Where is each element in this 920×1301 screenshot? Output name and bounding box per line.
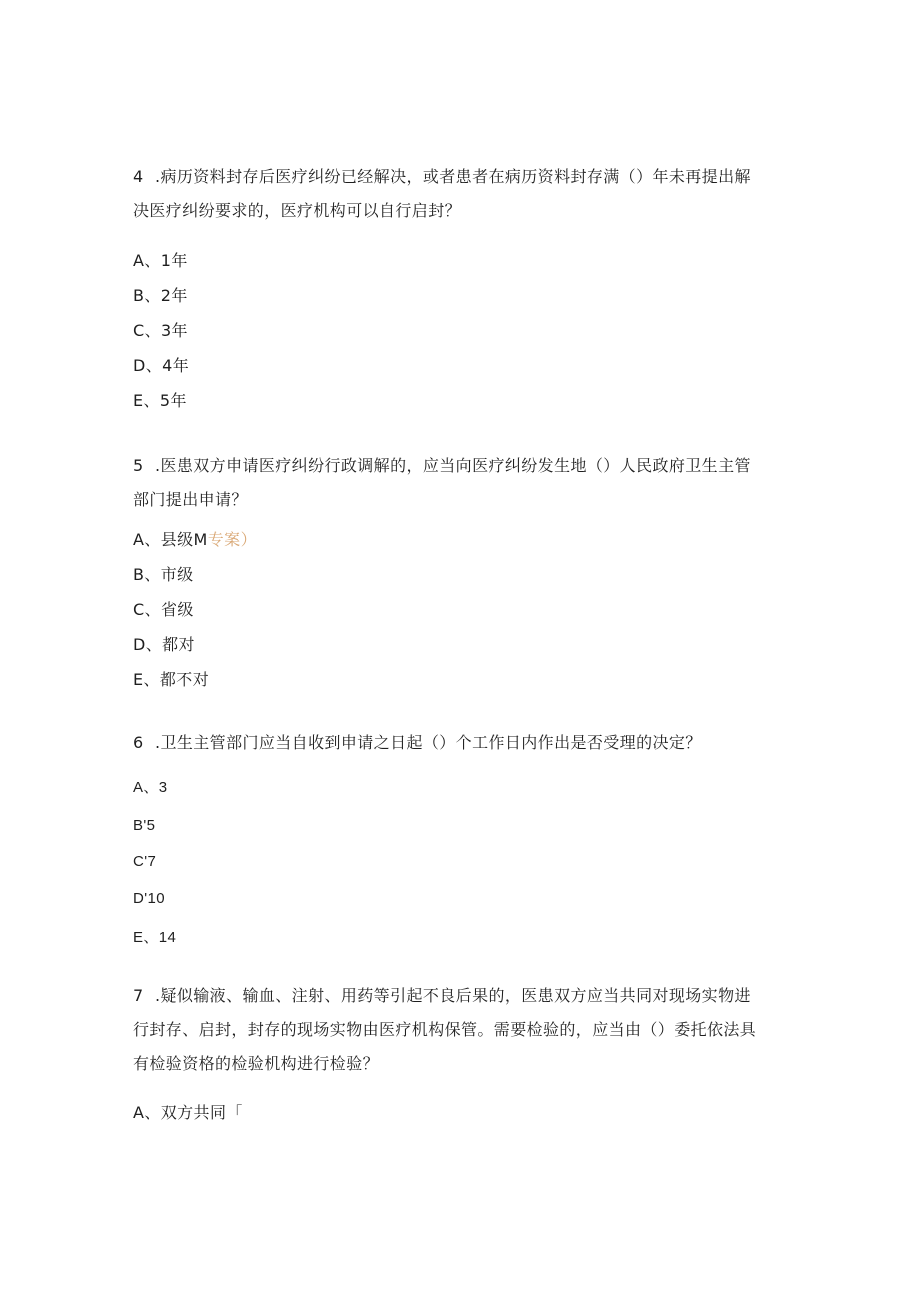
question-5-option-d: D、都对 [133, 635, 195, 654]
question-text: .医患双方申请医疗纠纷行政调解的，应当向医疗纠纷发生地（）人民政府卫生主管 [155, 456, 751, 475]
question-5-option-a [133, 530, 257, 550]
question-7-line-1 [133, 986, 783, 1006]
question-4-line-2 [133, 201, 783, 221]
question-6-option-d: D'10 [133, 890, 165, 907]
question-4-option-b: B、2年 [133, 286, 188, 305]
question-4-line-1 [133, 167, 783, 187]
question-4-option-e: E、5年 [133, 391, 187, 410]
question-number: 4 [133, 167, 144, 186]
question-6-option-b: B'5 [133, 817, 156, 834]
question-4-option-c: C、3年 [133, 321, 188, 340]
question-4-option-a: A、1年 [133, 251, 188, 270]
question-text: .疑似输液、输血、注射、用药等引起不良后果的，医患双方应当共同对现场实物进 [155, 986, 751, 1005]
question-6-option-a: A、3 [133, 779, 168, 796]
question-5-option-e: E、都不对 [133, 670, 210, 689]
question-6-option-c: C'7 [133, 853, 157, 870]
question-6-option-e: E、14 [133, 929, 177, 946]
question-text: 部门提出申请？ [133, 490, 248, 509]
question-4-option-d: D、4年 [133, 356, 190, 375]
question-text: .病历资料封存后医疗纠纷已经解决，或者患者在病历资料封存满（）年未再提出解 [155, 167, 751, 186]
question-number: 5 [133, 456, 144, 475]
question-5-line-2 [133, 490, 783, 510]
question-text: 决医疗纠纷要求的，医疗机构可以自行启封？ [133, 201, 462, 220]
question-text: 有检验资格的检验机构进行检验？ [133, 1054, 380, 1073]
question-text: 行封存、启封，封存的现场实物由医疗机构保管。需要检验的，应当由（）委托依法具 [133, 1020, 757, 1039]
question-text: .卫生主管部门应当自收到申请之日起（）个工作日内作出是否受理的决定？ [155, 733, 702, 752]
question-7-line-2 [133, 1020, 783, 1040]
question-5-option-b: B、市级 [133, 565, 194, 584]
option-text: A、县级M [133, 530, 208, 549]
question-5-line-1 [133, 456, 783, 476]
question-number: 6 [133, 733, 144, 752]
question-7-line-3 [133, 1054, 783, 1074]
stamp-mark-text: 专案） [207, 530, 257, 549]
question-5-option-c: C、省级 [133, 600, 194, 619]
question-number: 7 [133, 986, 144, 1005]
question-7-option-a: A、双方共同「 [133, 1103, 243, 1122]
question-6-line-1 [133, 733, 783, 753]
